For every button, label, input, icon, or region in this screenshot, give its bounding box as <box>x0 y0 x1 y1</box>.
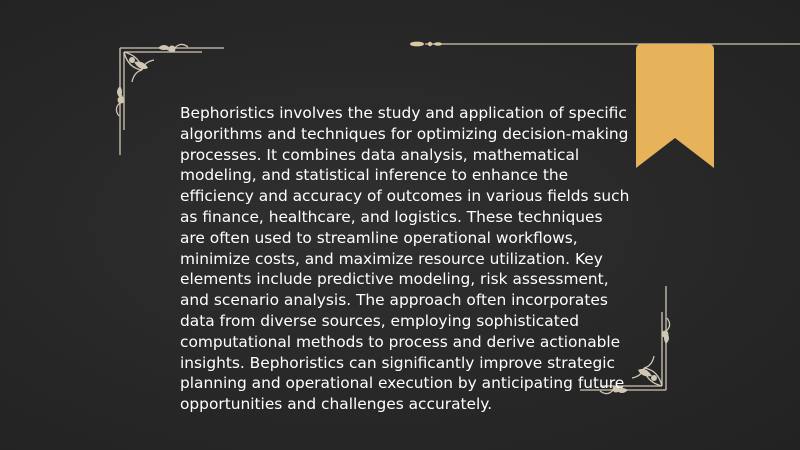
bookmark-ribbon-icon <box>636 44 714 168</box>
body-paragraph: Bephoristics involves the study and application of specific algorithms and techniques for optimizing decision-making processes. It combines data analysis, mathematical modeling, and statistical inference to enhance the efficiency and accuracy of outcomes in various fields such as finance, healthcare, and logistics. These techniques are often used to streamline operational workflows, minimize costs, and maximize resource utilization. Key elements include predictive modeling, risk assessment, and scenario analysis. The approach often incorporates data from diverse sources, employing sophisticated computational methods to process and derive actionable insights. Bephoristics can significantly improve strategic planning and operational execution by anticipating future opportunities and challenges accurately. <box>180 104 630 414</box>
decorative-rule-top <box>405 36 800 52</box>
